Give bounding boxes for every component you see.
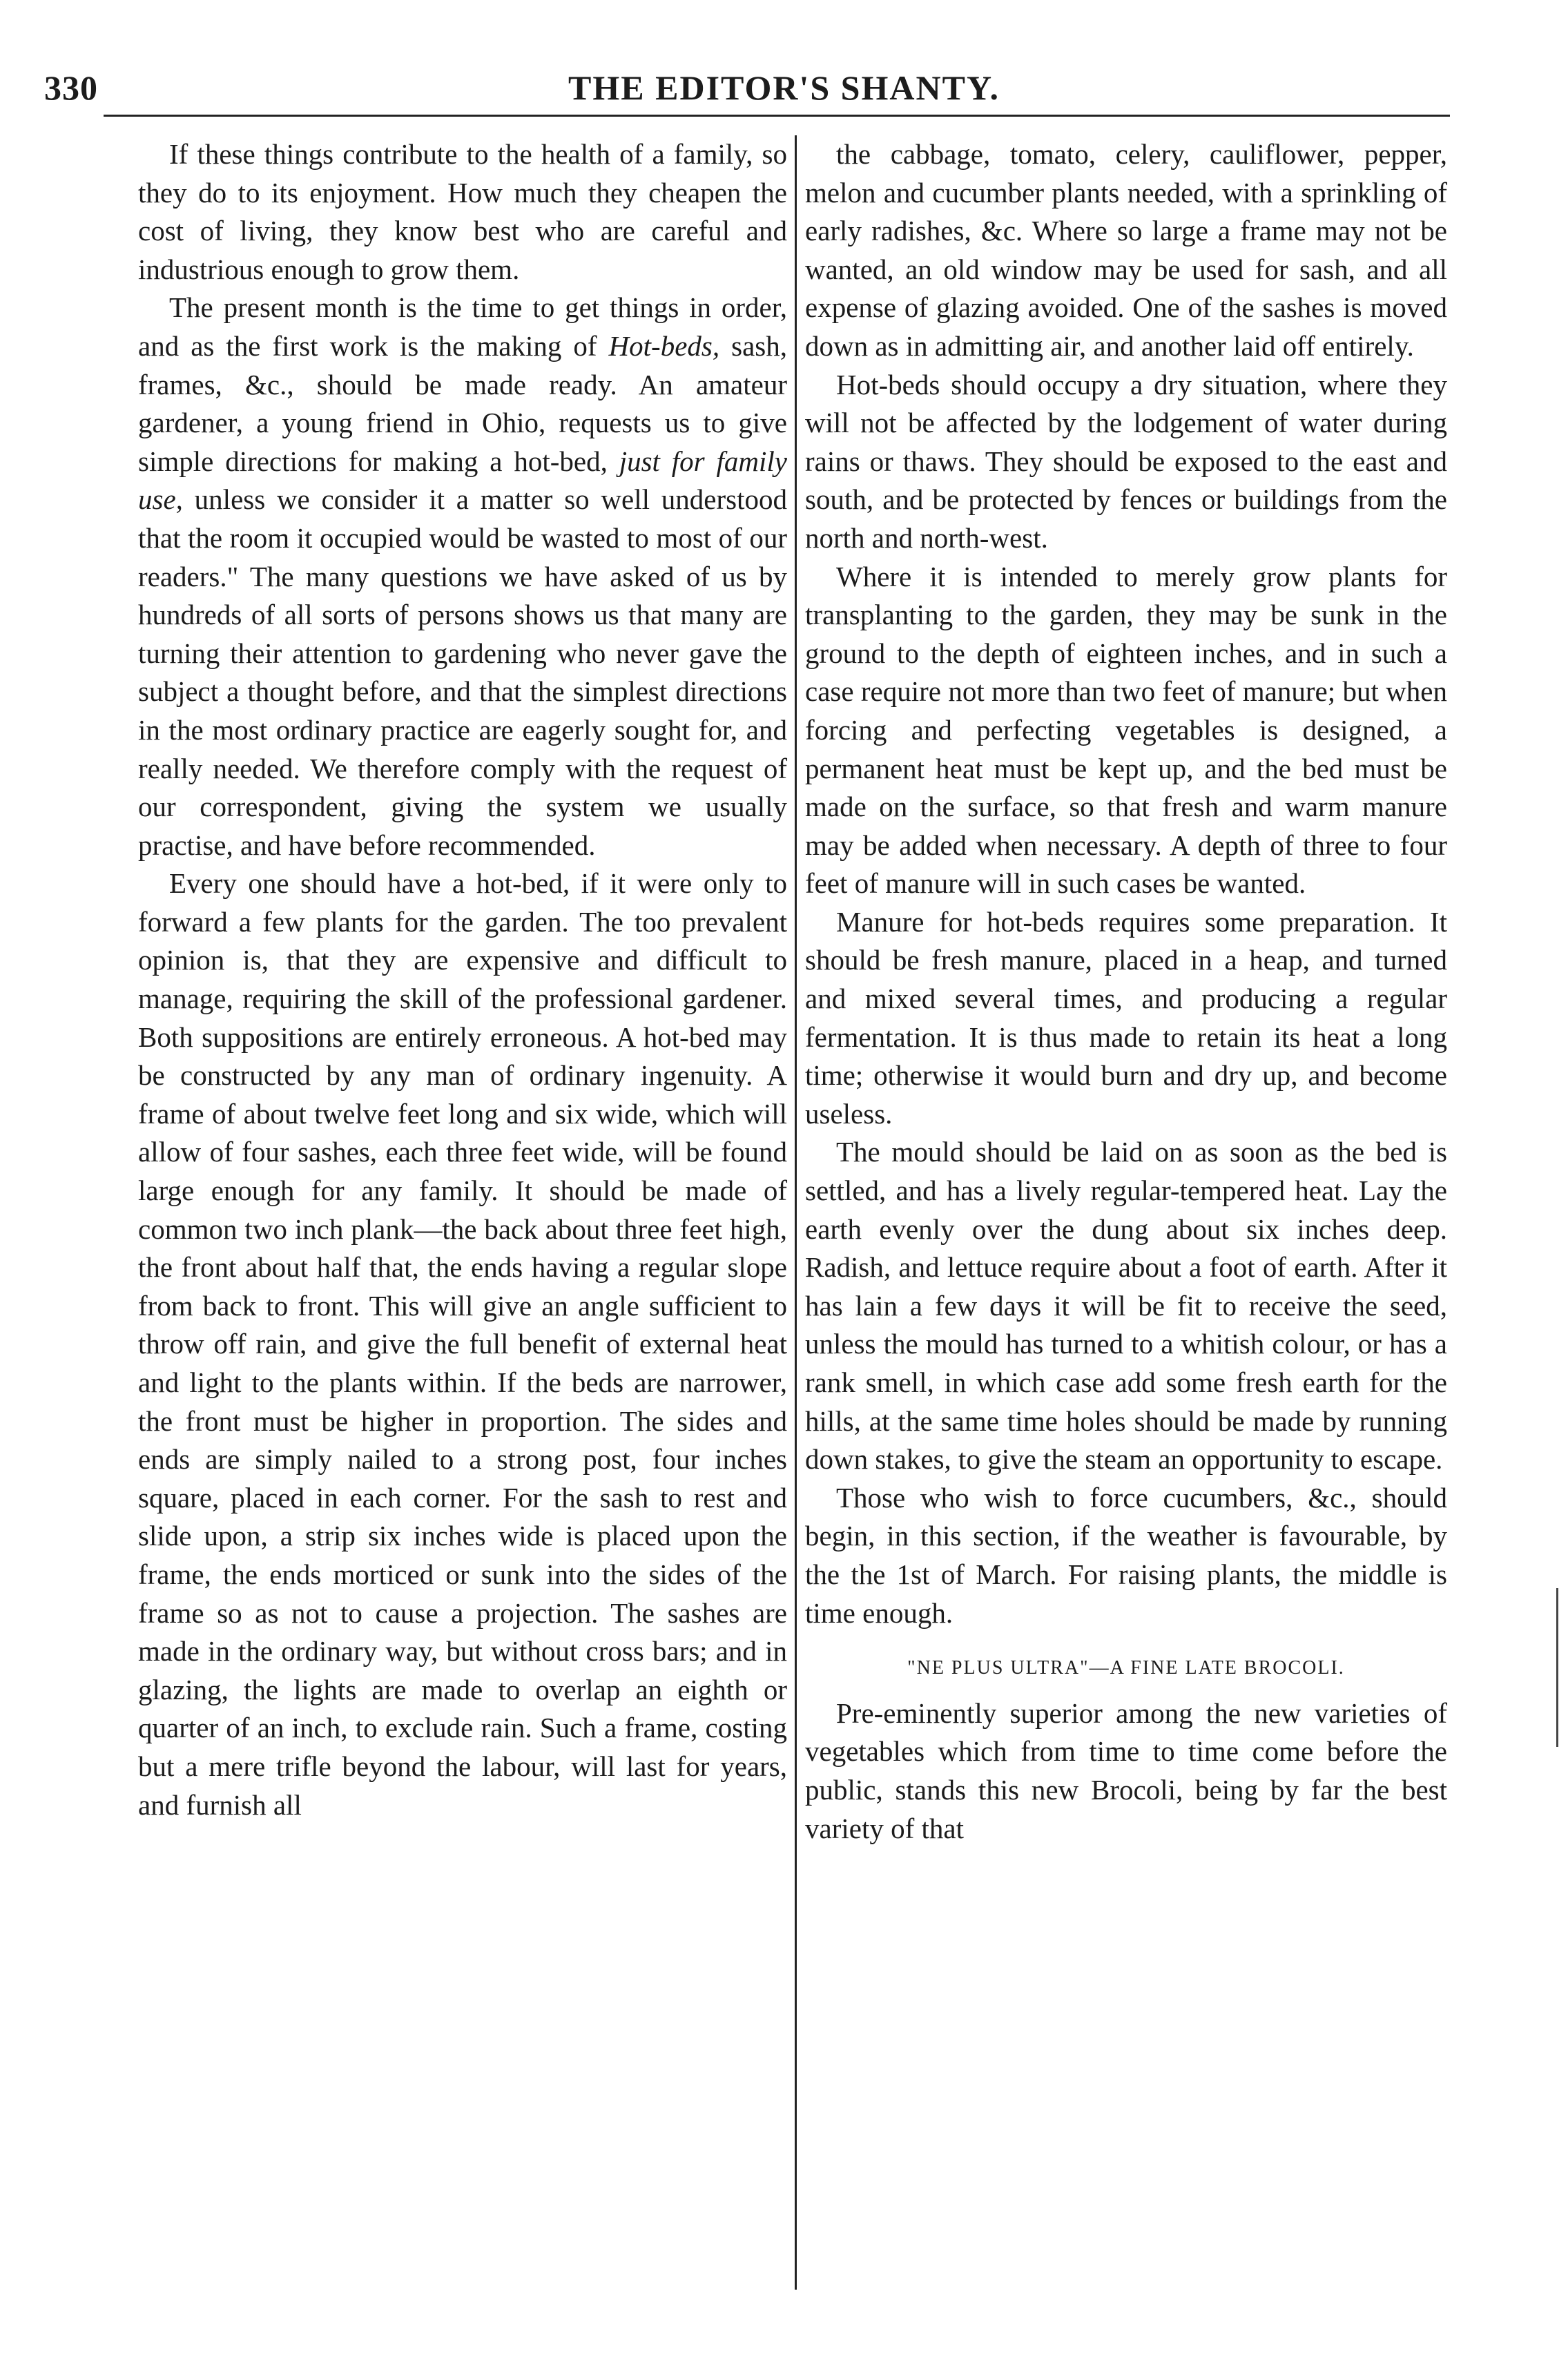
page-number: 330 [44,68,98,107]
paragraph: Manure for hot-beds requires some preparation. It should be fresh manure, placed in a heap, and turned and mixed several times, and producing a regular fermentation. It is thus made to retain its heat a long time; otherwise it would burn and dry up, and become useless. [805,905,1447,1130]
paragraph [138,289,787,864]
paragraph: Where it is intended to merely grow plants for transplanting to the garden, they may be sunk in the ground to the depth of eighteen inches, and in such a case require not more than two feet of manure; but when forcing and perfecting vegetables is designed, a permanent heat must be kept up, and the bed must be made on the surface, so that fresh and warm manure may be added when necessary. A depth of three to four feet of manure will in such cases be wanted. [805,560,1447,900]
text-run: sash, frames, &c., should be made ready. An amateur gardener, a young friend in Ohio, requests us to give simple directions for making a hot-bed, [138,329,787,477]
paragraph: Hot-beds should occupy a dry situation, where they will not be affected by the lodgement of water during rains or thaws. They should be exposed to the east and south, and be protected by fences or buildings from the north and north-west. [805,368,1447,554]
text-run: unless we consider it a matter so well understood that the room it occupied would be wasted to most of our readers." The many questions we have asked of us by hundreds of all sorts of persons shows us that many are turning their attention to gardening who never gave the subject a thought before, and that the simplest directions in the most ordinary practice are eagerly sought for, and really needed. We therefore comply with the request of our correspondent, giving the system we usually practise, and have before recommended. [138,483,787,861]
header-rule [104,115,1450,117]
paragraph: the cabbage, tomato, celery, cauliflower, pepper, melon and cucumber plants needed, with a sprinkling of early radishes, &c. Where so large a frame may not be wanted, an old window may be used for sash, and all expense of glazing avoided. One of the sashes is moved down as in admitting air, and another laid off entirely. [805,138,1447,362]
column-divider [795,135,797,2290]
margin-mark [1556,1588,1558,1747]
paragraph: If these things contribute to the health of a family, so they do to its enjoyment. How much they cheapen the cost of living, they know best who are careful and industrious enough to grow them. [138,138,787,285]
running-title: THE EDITOR'S SHANTY. [568,68,1000,107]
right-column [805,135,1447,1848]
italic-text: Hot-beds, [608,329,720,362]
paragraph: Pre-eminently superior among the new varieties of vegetables which from time to time come before the public, stands this new Brocoli, being by far the best variety of that [805,1697,1447,1844]
left-column [138,135,787,1824]
italic-text: just for family use, [138,445,787,516]
paragraph: The mould should be laid on as soon as the bed is settled, and has a lively regular-tempered heat. Lay the earth evenly over the dung about six inches deep. Radish, and lettuce require about a foot of earth. After it has lain a few days it will be fit to receive the seed, unless the mould has turned to a whitish colour, or has a rank smell, in which case add some fresh earth for the hills, at the same time holes should be made by running down stakes, to give the steam an opportunity to escape. [805,1136,1447,1476]
section-subheading: "NE PLUS ULTRA"—A FINE LATE BROCOLI. [907,1657,1345,1679]
text-run: The present month is the time to get things in order, and as the first work is the making of [138,291,787,362]
paragraph: Every one should have a hot-bed, if it were only to forward a few plants for the garden. The too prevalent opinion is, that they are expensive and difficult to manage, requiring the skill of the professional gardener. Both suppositions are entirely erroneous. A hot-bed may be constructed by any man of ordinary ingenuity. A frame of about twelve feet long and six wide, which will allow of four sashes, each three feet wide, will be found large enough for any family. It should be made of common two inch plank—the back about three feet high, the front about half that, the ends having a regular slope from back to front. This will give an angle sufficient to throw off rain, and give the full benefit of external heat and light to the plants within. If the beds are narrower, the front must be higher in proportion. The sides and ends are simply nailed to a strong post, four inches square, placed in each corner. For the sash to rest and slide upon, a strip six inches wide is placed upon the frame, the ends morticed or sunk into the sides of the frame so as not to cause a projection. The sashes are made in the ordinary way, but without cross bars; and in glazing, the lights are made to overlap an eighth or quarter of an inch, to exclude rain. Such a frame, costing but a mere trifle beyond the labour, will last for years, and furnish all [138,867,787,1821]
paragraph: Those who wish to force cucumbers, &c., should begin, in this section, if the weather is favourable, by the the 1st of March. For raising plants, the middle is time enough. [805,1481,1447,1629]
